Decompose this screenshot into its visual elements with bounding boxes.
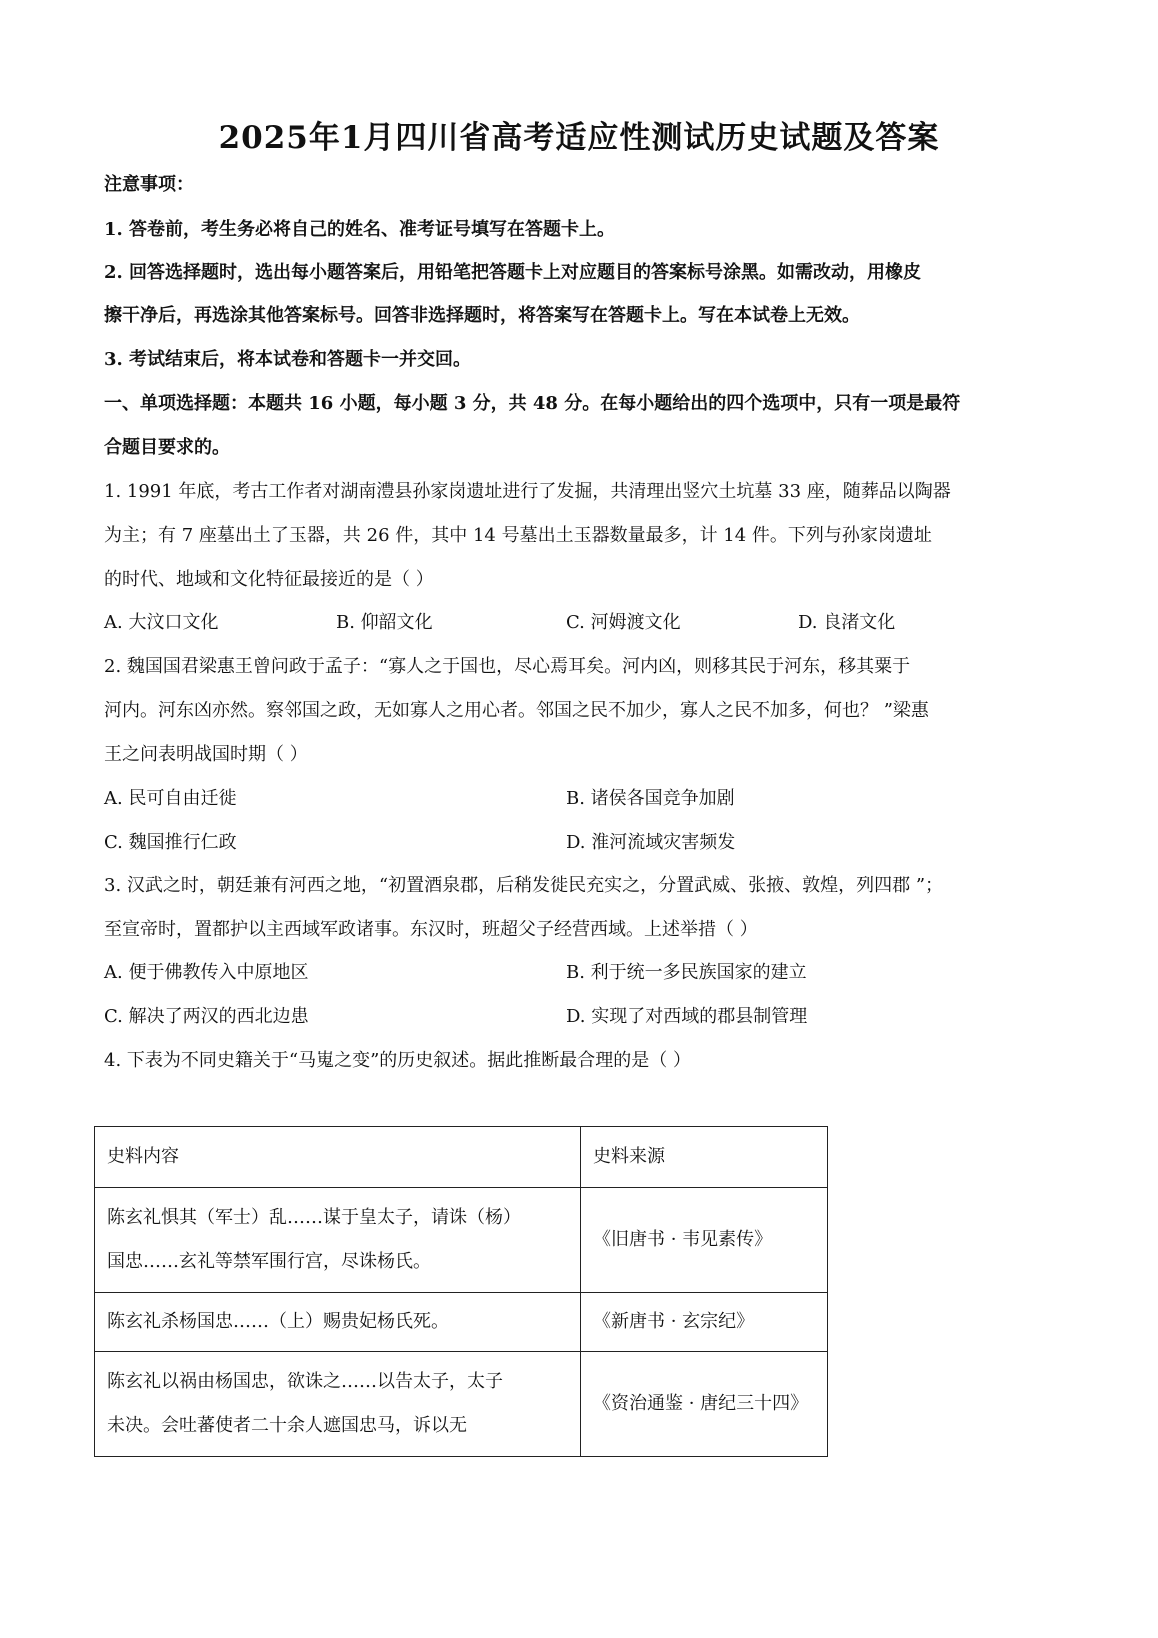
notice-item: 1. 答卷前，考生务必将自己的姓名、准考证号填写在答题卡上。 xyxy=(104,219,616,240)
section-heading: 一、单项选择题：本题共 16 小题，每小题 3 分，共 48 分。在每小题给出的四个选项中，只有一项是最符 xyxy=(104,393,961,414)
question-3-option-c: C. 解决了两汉的西北边患 xyxy=(104,1006,309,1027)
table-cell-line: 国忠……玄礼等禁军围行宫，尽诛杨氏。 xyxy=(107,1251,431,1272)
question-2-option-b: B. 诸侯各国竞争加剧 xyxy=(566,788,735,809)
section-heading-cont: 合题目要求的。 xyxy=(104,437,230,458)
table-row xyxy=(95,1188,828,1293)
table-cell-source: 《新唐书 · 玄宗纪》 xyxy=(581,1293,828,1352)
table-row xyxy=(95,1352,828,1457)
question-2-option-c: C. 魏国推行仁政 xyxy=(104,832,237,853)
table-header-row xyxy=(95,1127,828,1188)
question-2-option-a: A. 民可自由迁徙 xyxy=(104,788,237,809)
question-3-text: 3. 汉武之时，朝廷兼有河西之地，“初置酒泉郡，后稍发徙民充实之，分置武威、张掖、敦煌，列四郡 ”； xyxy=(104,875,944,896)
notice-item: 3. 考试结束后，将本试卷和答题卡一并交回。 xyxy=(104,349,472,370)
table-cell-source: 《旧唐书 · 韦见素传》 xyxy=(581,1188,828,1293)
table-header-source: 史料来源 xyxy=(581,1127,828,1188)
question-1-text: 的时代、地域和文化特征最接近的是（ ） xyxy=(104,569,434,590)
question-2-text: 2. 魏国国君梁惠王曾问政于孟子：“寡人之于国也，尽心焉耳矣。河内凶，则移其民于河东，移其粟于 xyxy=(104,656,911,677)
question-3-option-d: D. 实现了对西域的郡县制管理 xyxy=(566,1006,808,1027)
question-3-option-a: A. 便于佛教传入中原地区 xyxy=(104,962,309,983)
question-2-text: 王之问表明战国时期（ ） xyxy=(104,744,308,765)
table-cell-line: 陈玄礼惧其（军士）乱……谋于皇太子，请诛（杨） xyxy=(107,1207,521,1228)
notice-item: 擦干净后，再选涂其他答案标号。回答非选择题时，将答案写在答题卡上。写在本试卷上无效。 xyxy=(104,305,860,326)
notice-heading: 注意事项： xyxy=(104,174,194,195)
question-2-text: 河内。河东凶亦然。察邻国之政，无如寡人之用心者。邻国之民不加少，寡人之民不加多，何也？ ”梁惠 xyxy=(104,700,929,721)
table-cell-line: 陈玄礼以祸由杨国忠，欲诛之……以告太子，太子 xyxy=(107,1371,503,1392)
question-3-option-b: B. 利于统一多民族国家的建立 xyxy=(566,962,807,983)
question-1-text: 1. 1991 年底，考古工作者对湖南澧县孙家岗遗址进行了发掘，共清理出竖穴土坑墓 33 座，随葬品以陶器 xyxy=(104,481,951,502)
table-cell-source: 《资治通鉴 · 唐纪三十四》 xyxy=(581,1352,828,1457)
table-cell-content xyxy=(95,1293,581,1352)
question-1-option-a: A. 大汶口文化 xyxy=(104,612,219,633)
table-row xyxy=(95,1293,828,1352)
page-title: 2025年1月四川省高考适应性测试历史试题及答案 xyxy=(218,120,940,156)
question-3-text: 至宣帝时，置都护以主西域军政诸事。东汉时，班超父子经营西域。上述举措（ ） xyxy=(104,919,758,940)
question-2-option-d: D. 淮河流域灾害频发 xyxy=(566,832,736,853)
question-4-table xyxy=(94,1126,828,1457)
question-4-text: 4. 下表为不同史籍关于“马嵬之变”的历史叙述。据此推断最合理的是（ ） xyxy=(104,1050,692,1071)
question-1-text: 为主；有 7 座墓出土了玉器，共 26 件，其中 14 号墓出土玉器数量最多，计 14 件。下列与孙家岗遗址 xyxy=(104,525,932,546)
table-cell-content xyxy=(95,1188,581,1293)
table-cell-content xyxy=(95,1352,581,1457)
question-1-option-b: B. 仰韶文化 xyxy=(336,612,433,633)
question-1-option-d: D. 良渚文化 xyxy=(798,612,896,633)
table-header-content: 史料内容 xyxy=(95,1127,581,1188)
question-1-option-c: C. 河姆渡文化 xyxy=(566,612,681,633)
table-cell-line: 未决。会吐蕃使者二十余人遮国忠马，诉以无 xyxy=(107,1415,467,1436)
notice-item: 2. 回答选择题时，选出每小题答案后，用铅笔把答题卡上对应题目的答案标号涂黑。如需改动，用橡皮 xyxy=(104,262,922,283)
table-cell-line: 陈玄礼杀杨国忠……（上）赐贵妃杨氏死。 xyxy=(107,1311,449,1332)
